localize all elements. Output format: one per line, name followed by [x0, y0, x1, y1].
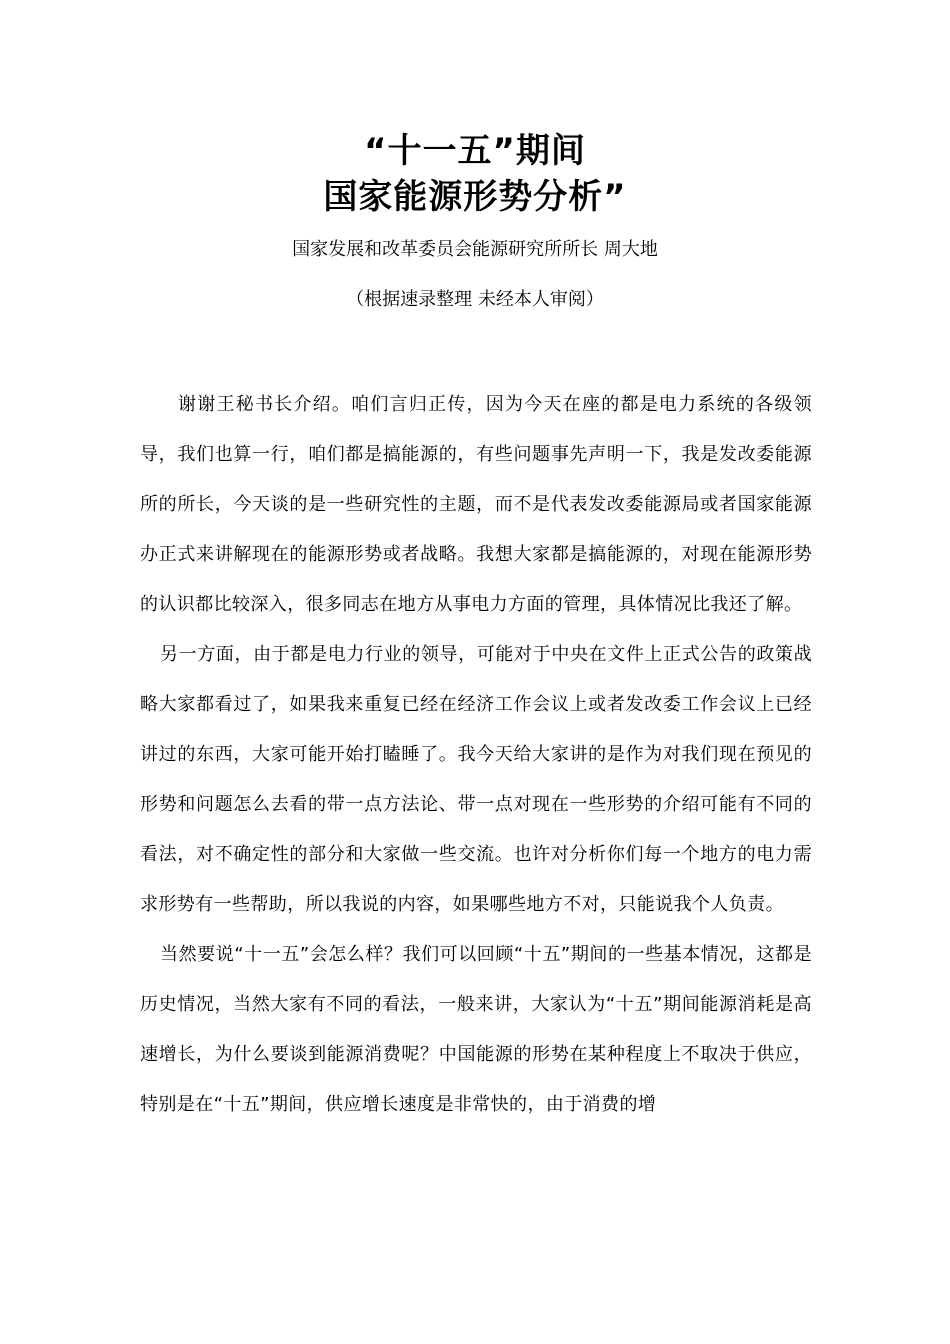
paragraph-2: 另一方面，由于都是电力行业的领导，可能对于中央在文件上正式公告的政策战略大家都看过了，如果我来重复已经在经济工作会议上或者发改委工作会议上已经讲过的东西，大家可能开始打瞌睡了。我今天给大家讲的是作为对我们现在预见的形势和问题怎么去看的带一点方法论、带一点对现在一些形势的介绍可能有不同的看法，对不确定性的部分和大家做一些交流。也许对分析你们每一个地方的电力需求形势有一些帮助，所以我说的内容，如果哪些地方不对，只能说我个人负责。 [140, 644, 812, 915]
paragraph-1: 谢谢王秘书长介绍。咱们言归正传，因为今天在座的都是电力系统的各级领导，我们也算一行，咱们都是搞能源的，有些问题事先声明一下，我是发改委能源所的所长，今天谈的是一些研究性的主题，而不是代表发改委能源局或者国家能源办正式来讲解现在的能源形势或者战略。我想大家都是搞能源的，对现在能源形势的认识都比较深入，很多同志在地方从事电力方面的管理，具体情况比我还了解。 [140, 394, 812, 615]
author-line: 国家发展和改革委员会能源研究所所长 周大地 [292, 239, 658, 260]
document-body [140, 380, 812, 1130]
transcription-note: （根据速录整理 未经本人审阅） [346, 289, 604, 310]
title-line-1: “十一五”期间 [364, 131, 586, 171]
paragraph-3: 当然要说“十一五”会怎么样？我们可以回顾“十五”期间的一些基本情况，这都是历史情况，当然大家有不同的看法，一般来讲，大家认为“十五”期间能源消耗是高速增长，为什么要谈到能源消费呢？中国能源的形势在某种程度上不取决于供应，特别是在“十五”期间，供应增长速度是非常快的，由于消费的增 [140, 944, 812, 1115]
title-line-2: 国家能源形势分析” [323, 177, 627, 217]
document-title [0, 128, 950, 220]
